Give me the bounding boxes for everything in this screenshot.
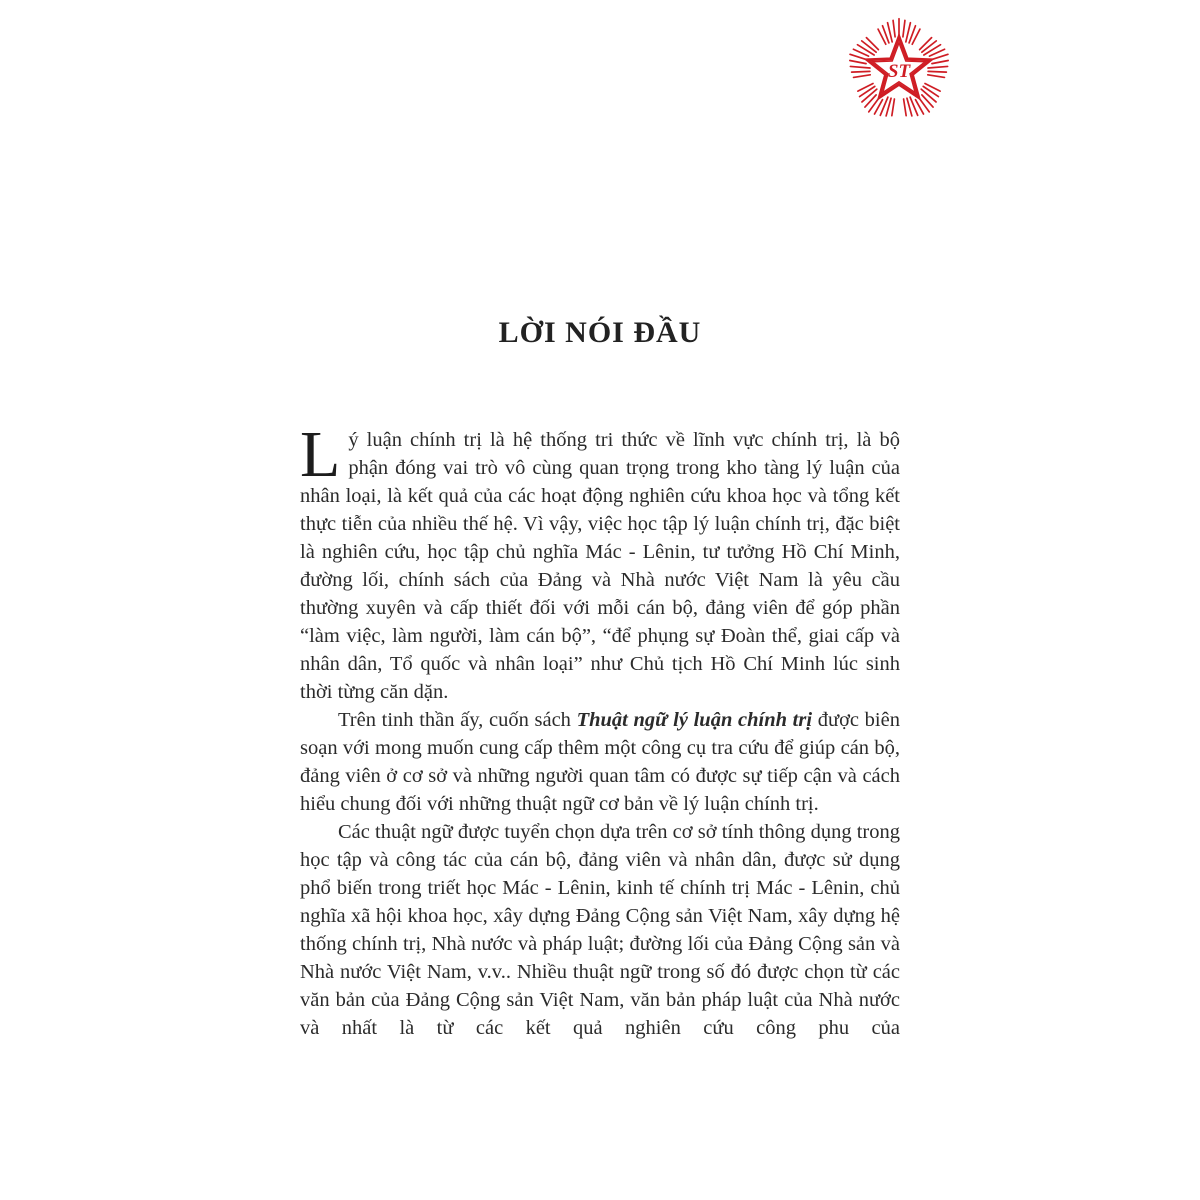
drop-cap-letter: L xyxy=(300,418,341,491)
preface-body xyxy=(300,418,900,1042)
paragraph-2-rest: được biên soạn với mong muốn cung cấp thêm một công cụ tra cứu để giúp cán bộ, đảng viên ở cơ sở và những người quan tâm có được sự tiếp cận và cách hiểu chung đối với những thuật ngữ cơ bản về lý luận chính trị. xyxy=(300,709,900,815)
paragraph-2-lead: Trên tinh thần ấy, cuốn sách xyxy=(338,709,577,731)
book-title-italic: Thuật ngữ lý luận chính trị xyxy=(576,709,813,731)
page-title: LỜI NÓI ĐẦU xyxy=(498,316,702,349)
paragraph-1 xyxy=(300,418,900,706)
paragraph-1-text: ý luận chính trị là hệ thống tri thức về lĩnh vực chính trị, là bộ phận đóng vai trò vô cùng quan trọng trong kho tàng lý luận của nhân loại, là kết quả của các hoạt động nghiên cứu khoa học và tổng kết thực tiễn của nhiều thế hệ. Vì vậy, việc học tập lý luận chính trị, đặc biệt là nghiên cứu, học tập chủ nghĩa Mác - Lênin, tư tưởng Hồ Chí Minh, đường lối, chính sách của Đảng và Nhà nước Việt Nam là yêu cầu thường xuyên và cấp thiết đối với mỗi cán bộ, đảng viên để góp phần “làm việc, làm người, làm cán bộ”, “để phụng sự Đoàn thể, giai cấp và nhân dân, Tổ quốc và nhân loại” như Chủ tịch Hồ Chí Minh lúc sinh thời từng căn dặn. xyxy=(300,429,900,703)
publisher-star-emblem-icon xyxy=(843,12,955,124)
paragraph-2 xyxy=(300,706,900,818)
paragraph-3-text: Các thuật ngữ được tuyển chọn dựa trên cơ sở tính thông dụng trong học tập và công tác của cán bộ, đảng viên và nhân dân, được sử dụng phổ biến trong triết học Mác - Lênin, kinh tế chính trị Mác - Lênin, chủ nghĩa xã hội khoa học, xây dựng Đảng Cộng sản Việt Nam, xây dựng hệ thống chính trị, Nhà nước và pháp luật; đường lối của Đảng Cộng sản và Nhà nước Việt Nam, v.v.. Nhiều thuật ngữ trong số đó được chọn từ các văn bản của Đảng Cộng sản Việt Nam, văn bản pháp luật của Nhà nước và nhất là từ các kết quả nghiên cứu công phu của xyxy=(300,821,900,1039)
page-content xyxy=(300,316,900,1042)
paragraph-3 xyxy=(300,818,900,1042)
publisher-monogram: ST xyxy=(887,60,911,82)
